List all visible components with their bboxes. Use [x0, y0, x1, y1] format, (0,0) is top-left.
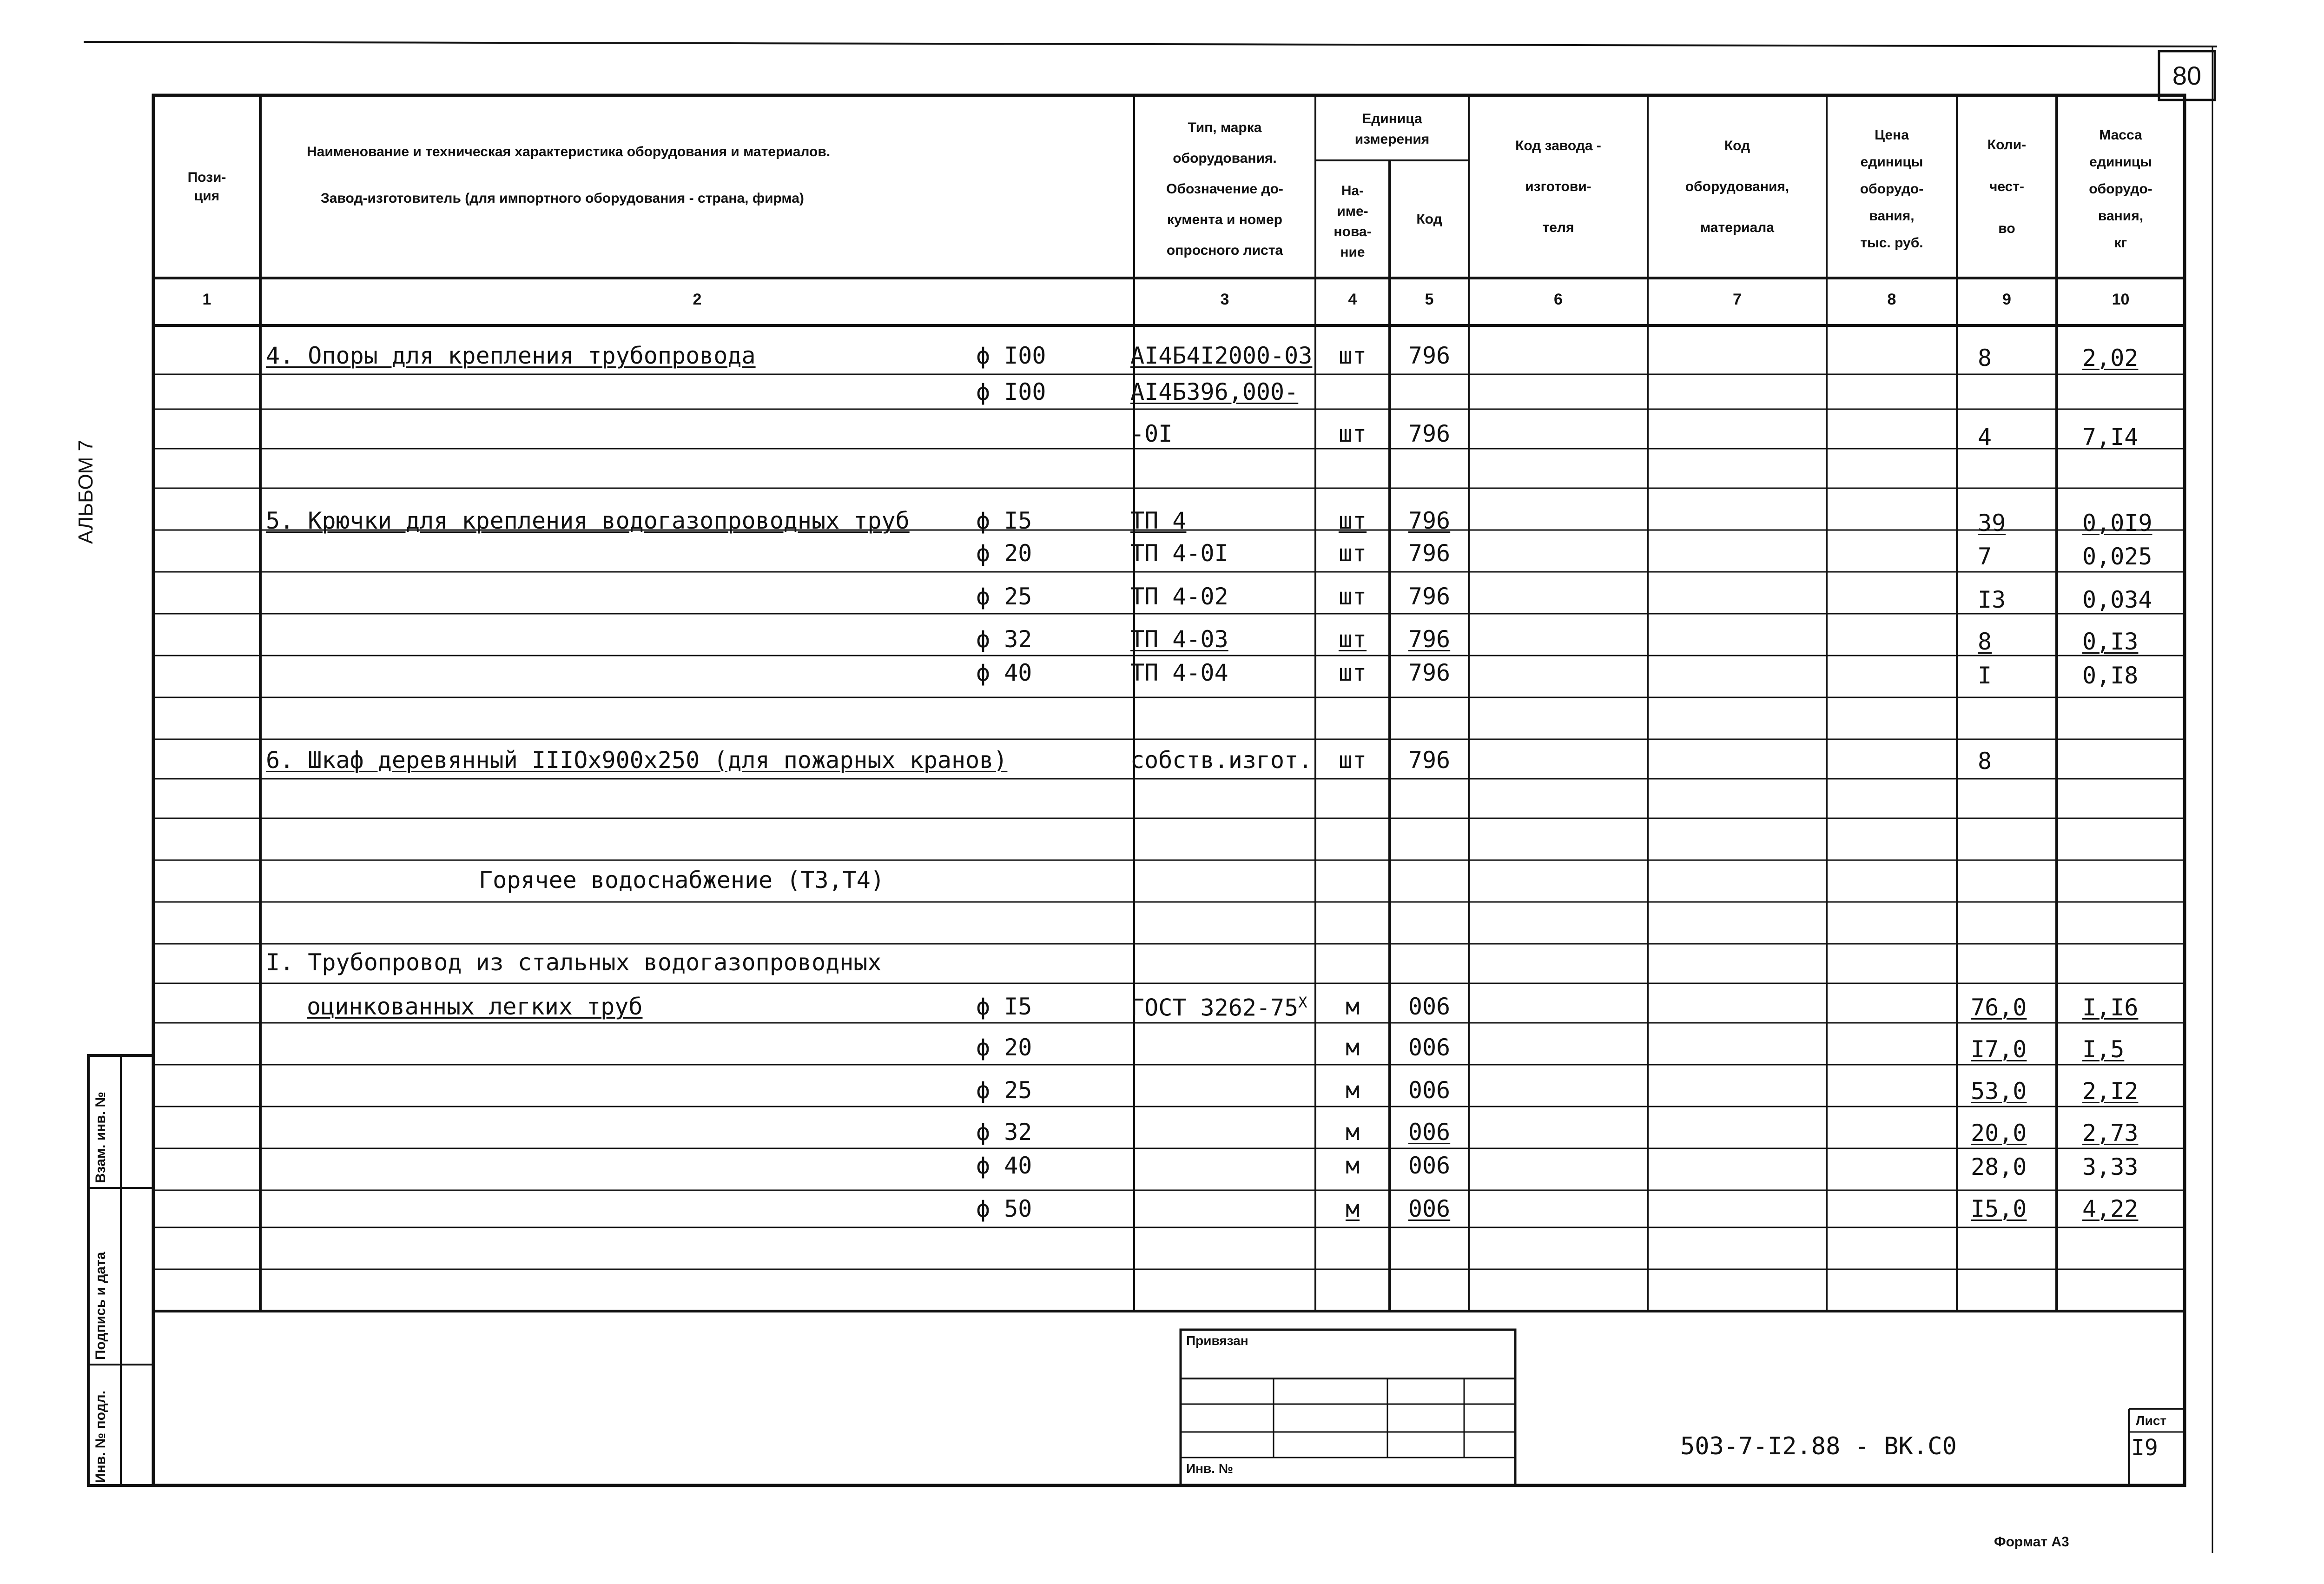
item-diameter: ϕ I5 — [976, 507, 1032, 534]
item-type: ГОСТ $3262-75^Х$ — [1130, 994, 1307, 1021]
col-number: 1 — [202, 291, 211, 308]
item-quantity: 8 — [1978, 628, 1992, 655]
item-name: 5. Крючки для крепления водогазопроводных труб — [266, 507, 910, 534]
item-diameter: ϕ 20 — [976, 1034, 1032, 1061]
item-code: 006 — [1408, 993, 1451, 1020]
item-mass: 0,025 — [2082, 543, 2152, 570]
section-heading: Горячее водоснабжение (Т3,Т4) — [479, 867, 885, 894]
col-number: 10 — [2112, 291, 2130, 308]
document-code: 503-7-I2.88 - ВК.С0 — [1680, 1432, 1957, 1460]
item-type: ТП 4-0I — [1130, 540, 1228, 567]
item-quantity: I7,0 — [1971, 1036, 2027, 1063]
item-code: 006 — [1408, 1077, 1451, 1104]
item-code: 796 — [1408, 659, 1451, 686]
item-type: ТП 4 — [1130, 507, 1187, 534]
item-unit: м — [1345, 1077, 1360, 1104]
item-quantity: 28,0 — [1971, 1153, 2027, 1180]
col-number: 3 — [1220, 291, 1229, 308]
item-unit: м — [1345, 1152, 1360, 1179]
item-mass: 2,73 — [2082, 1120, 2139, 1147]
item-diameter: ϕ 20 — [976, 540, 1032, 567]
item-diameter: ϕ 25 — [976, 583, 1032, 610]
item-diameter: ϕ 32 — [976, 626, 1032, 653]
item-code: 796 — [1408, 583, 1451, 610]
header-quantity: Коли- чест- во — [1987, 137, 2027, 236]
header-equipment-code: Код оборудования, материала — [1685, 138, 1789, 235]
item-unit: м — [1345, 1195, 1360, 1222]
header-position: Пози- ция — [187, 169, 226, 204]
item-unit: м — [1345, 1034, 1360, 1061]
item-diameter: ϕ 40 — [976, 659, 1032, 686]
item-diameter: ϕ I5 — [976, 993, 1032, 1020]
col-number: 2 — [693, 291, 702, 308]
item-quantity: 39 — [1978, 510, 2006, 537]
item-code: 796 — [1408, 540, 1451, 567]
item-type: АI4Б396,000- — [1130, 378, 1299, 405]
item-type: АI4Б4I2000-03 — [1130, 342, 1313, 369]
item-unit: шт — [1338, 507, 1367, 534]
item-diameter: ϕ I00 — [976, 378, 1046, 405]
item-mass: 2,I2 — [2082, 1078, 2139, 1105]
sheet-label: Лист — [2136, 1413, 2167, 1428]
item-type: ТП 4-02 — [1130, 583, 1228, 610]
item-diameter: ϕ 40 — [976, 1152, 1032, 1179]
item-mass: 0,I3 — [2082, 628, 2139, 655]
item-code: 006 — [1408, 1034, 1451, 1061]
item-mass: 3,33 — [2082, 1153, 2139, 1180]
item-mass: 0,034 — [2082, 586, 2152, 613]
item-unit: шт — [1338, 659, 1367, 686]
item-name: I. Трубопровод из стальных водогазопроводных — [266, 949, 882, 976]
item-quantity: 20,0 — [1971, 1120, 2027, 1147]
item-code: 796 — [1408, 507, 1451, 534]
item-unit: м — [1345, 1119, 1360, 1146]
item-name: 4. Опоры для крепления трубопровода — [266, 342, 756, 369]
item-code: 796 — [1408, 747, 1451, 774]
item-quantity: 76,0 — [1971, 994, 2027, 1021]
header-type: Тип, марка оборудования. Обозначение до- кумента и номер опросного листа — [1166, 119, 1283, 258]
item-unit: шт — [1338, 420, 1367, 447]
format-label: Формат А3 — [1994, 1534, 2069, 1550]
item-unit: шт — [1338, 583, 1367, 610]
header-unit: Единица измерения — [1354, 111, 1430, 147]
item-code: 006 — [1408, 1195, 1451, 1222]
item-type: -0I — [1130, 420, 1173, 447]
header-unit-name: На- име- нова- ние — [1334, 183, 1372, 260]
item-type: ТП 4-04 — [1130, 659, 1228, 686]
signature-date-label: Подпись и дата — [93, 1252, 108, 1360]
item-code: 796 — [1408, 342, 1451, 369]
item-mass: 2,02 — [2082, 345, 2139, 371]
header-name-b: Завод-изготовитель (для импортного оборудования - страна, фирма) — [321, 191, 804, 206]
item-diameter: ϕ 32 — [976, 1119, 1032, 1146]
item-mass: I,5 — [2082, 1036, 2125, 1063]
item-code: 796 — [1408, 626, 1451, 653]
item-unit: шт — [1338, 342, 1367, 369]
col-number: 7 — [1733, 291, 1742, 308]
item-quantity: 8 — [1978, 345, 1992, 371]
col-number: 8 — [1887, 291, 1896, 308]
item-code: 006 — [1408, 1119, 1451, 1146]
page-number: 80 — [2172, 61, 2202, 90]
item-quantity: 7 — [1978, 543, 1992, 570]
item-unit: м — [1345, 993, 1360, 1020]
col-number: 6 — [1554, 291, 1563, 308]
header-factory-code: Код завода - изготови- теля — [1515, 138, 1601, 235]
header-name-a: Наименование и техническая характеристика оборудования и материалов. — [307, 144, 831, 159]
item-quantity: 4 — [1978, 424, 1992, 451]
item-mass: 7,I4 — [2082, 424, 2139, 451]
col-number: 5 — [1425, 291, 1434, 308]
item-quantity: I3 — [1978, 586, 2006, 613]
item-quantity: I5,0 — [1971, 1195, 2027, 1222]
item-type: ТП 4-03 — [1130, 626, 1228, 653]
item-unit: шт — [1338, 540, 1367, 567]
item-code: 796 — [1408, 420, 1451, 447]
item-mass: I,I6 — [2082, 994, 2139, 1021]
vzam-inv-label: Взам. инв. № — [93, 1092, 108, 1183]
item-unit: шт — [1338, 626, 1367, 653]
item-mass: 0,0I9 — [2082, 510, 2152, 537]
item-type: собств.изгот. — [1130, 747, 1313, 774]
item-diameter: ϕ 50 — [976, 1195, 1032, 1222]
item-name: 6. Шкаф деревянный IIIOx900x250 (для пожарных кранов) — [266, 747, 1008, 774]
item-name: оцинкованных легких труб — [307, 993, 643, 1020]
sheet-number: I9 — [2131, 1435, 2158, 1461]
item-diameter: ϕ I00 — [976, 342, 1046, 369]
privyazan-label: Привязан — [1186, 1333, 1248, 1348]
item-code: 006 — [1408, 1152, 1451, 1179]
item-quantity: 53,0 — [1971, 1078, 2027, 1105]
col-number: 4 — [1348, 291, 1357, 308]
col-number: 9 — [2002, 291, 2011, 308]
item-quantity: 8 — [1978, 748, 1992, 775]
item-mass: 4,22 — [2082, 1195, 2139, 1222]
header-price: Цена единицы оборудо- вания, тыс. руб. — [1860, 127, 1924, 251]
item-mass: 0,I8 — [2082, 662, 2139, 689]
item-unit: шт — [1338, 747, 1367, 774]
inv-podl-label: Инв. № подл. — [93, 1390, 108, 1483]
item-diameter: ϕ 25 — [976, 1077, 1032, 1104]
item-quantity: I — [1978, 662, 1992, 689]
header-mass: Масса единицы оборудо- вания, кг — [2089, 127, 2152, 251]
album-label: АЛЬБОМ 7 — [74, 439, 97, 544]
header-unit-code: Код — [1416, 211, 1442, 227]
inv-number-label: Инв. № — [1186, 1461, 1234, 1476]
